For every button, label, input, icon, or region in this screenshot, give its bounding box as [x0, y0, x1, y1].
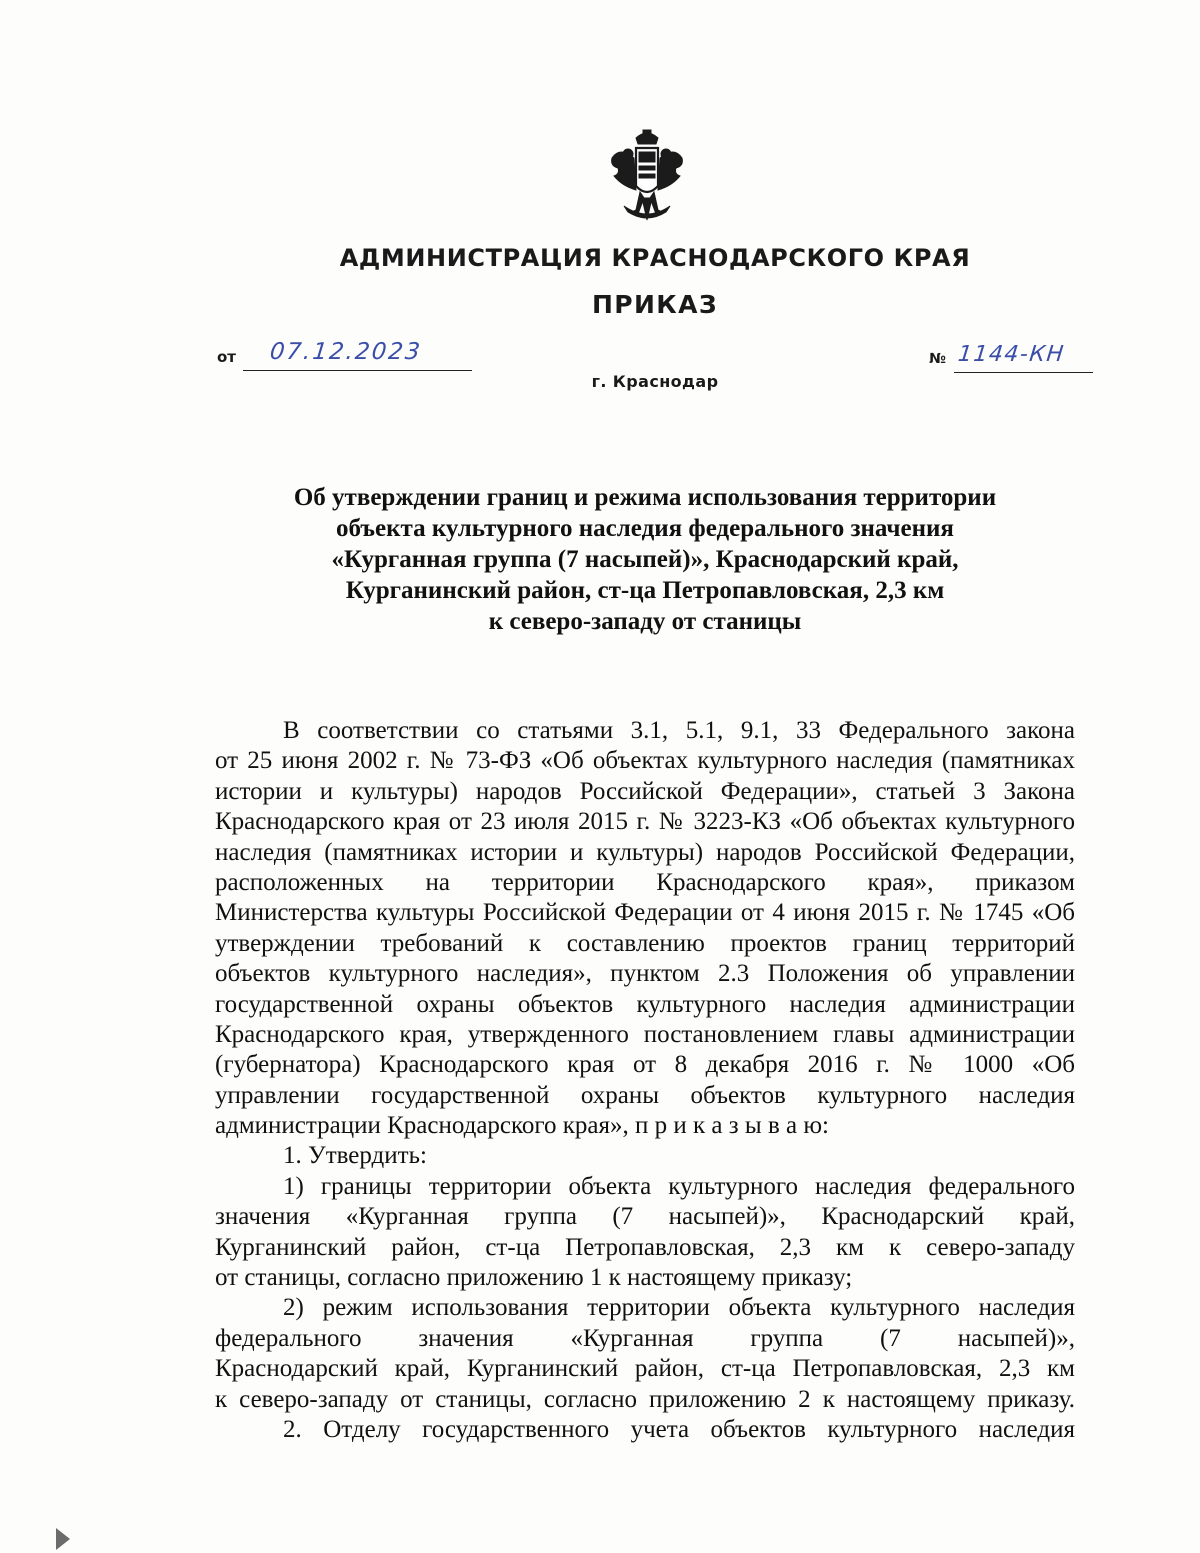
body-line: 2. Отделу государственного учета объектов культурного наследия: [283, 1415, 1075, 1443]
body-line: наследия (памятниках истории и культуры) народов Российской Федерации,: [215, 838, 1075, 866]
document-type-title: ПРИКАЗ: [591, 290, 719, 319]
body-line: В соответствии со статьями 3.1, 5.1, 9.1, 33 Федерального закона: [283, 717, 1075, 744]
date-underline: [243, 370, 472, 371]
body-line: (губернатора) Краснодарского края от 8 декабря 2016 г. № 1000 «Об: [215, 1051, 1075, 1079]
number-label: №: [929, 351, 946, 367]
body-line: от 25 июня 2002 г. № 73-ФЗ «Об объектах культурного наследия (памятниках: [215, 747, 1075, 775]
organization-title: АДМИНИСТРАЦИЯ КРАСНОДАРСКОГО КРАЯ: [339, 244, 971, 272]
body-line: 1. Утвердить:: [283, 1142, 427, 1170]
handwritten-date: 07.12.2023: [268, 339, 424, 365]
subject-line: Курганинский район, ст-ца Петропавловская, 2,3 км: [345, 577, 945, 604]
body-line: Министерства культуры Российской Федерации от 4 июня 2015 г. № 1745 «Об: [215, 899, 1075, 927]
subject-line: к северо-западу от станицы: [488, 608, 802, 635]
body-line: Краснодарский край, Курганинский район, ст-ца Петропавловская, 2,3 км: [215, 1355, 1075, 1383]
handwritten-number: 1144-КН: [956, 342, 1066, 367]
document-subject: [200, 482, 1090, 637]
body-line: расположенных на территории Краснодарского края», приказом: [215, 868, 1075, 896]
scan-edge-mark: [56, 1528, 70, 1550]
body-line: утверждении требований к составлению проектов границ территорий: [215, 929, 1075, 957]
subject-line: Об утверждении границ и режима использования территории: [293, 484, 997, 511]
coat-of-arms-icon: [606, 128, 688, 224]
body-line: значения «Курганная группа (7 насыпей)», Краснодарский край,: [215, 1203, 1075, 1231]
body-line: 2) режим использования территории объекта культурного наследия: [283, 1294, 1075, 1322]
subject-line: объекта культурного наследия федерального значения: [336, 515, 954, 542]
body-line: Краснодарского края, утвержденного постановлением главы администрации: [215, 1020, 1075, 1048]
date-label: от: [217, 348, 236, 366]
body-line: государственной охраны объектов культурного наследия администрации: [215, 990, 1075, 1018]
body-line: Курганинский район, ст-ца Петропавловская, 2,3 км к северо-западу: [215, 1233, 1075, 1261]
body-line: от станицы, согласно приложению 1 к настоящему приказу;: [215, 1264, 853, 1292]
body-line: истории и культуры) народов Российской Федерации», статьей 3 Закона: [215, 777, 1075, 805]
body-line: федерального значения «Курганная группа (7 насыпей)»,: [215, 1324, 1075, 1352]
city-label: г. Краснодар: [591, 372, 719, 391]
body-line: администрации Краснодарского края», п р и к а з ы в а ю:: [215, 1112, 829, 1140]
body-line: к северо-западу от станицы, согласно приложению 2 к настоящему приказу.: [215, 1385, 1075, 1413]
document-body: [215, 716, 1075, 1445]
body-line: 1) границы территории объекта культурного наследия федерального: [283, 1172, 1075, 1200]
body-line: Краснодарского края от 23 июля 2015 г. № 3223-КЗ «Об объектах культурного: [215, 808, 1075, 836]
body-line: управлении государственной охраны объектов культурного наследия: [215, 1081, 1075, 1109]
body-line: объектов культурного наследия», пунктом 2.3 Положения об управлении: [215, 960, 1075, 988]
subject-line: «Курганная группа (7 насыпей)», Краснодарский край,: [331, 546, 959, 573]
